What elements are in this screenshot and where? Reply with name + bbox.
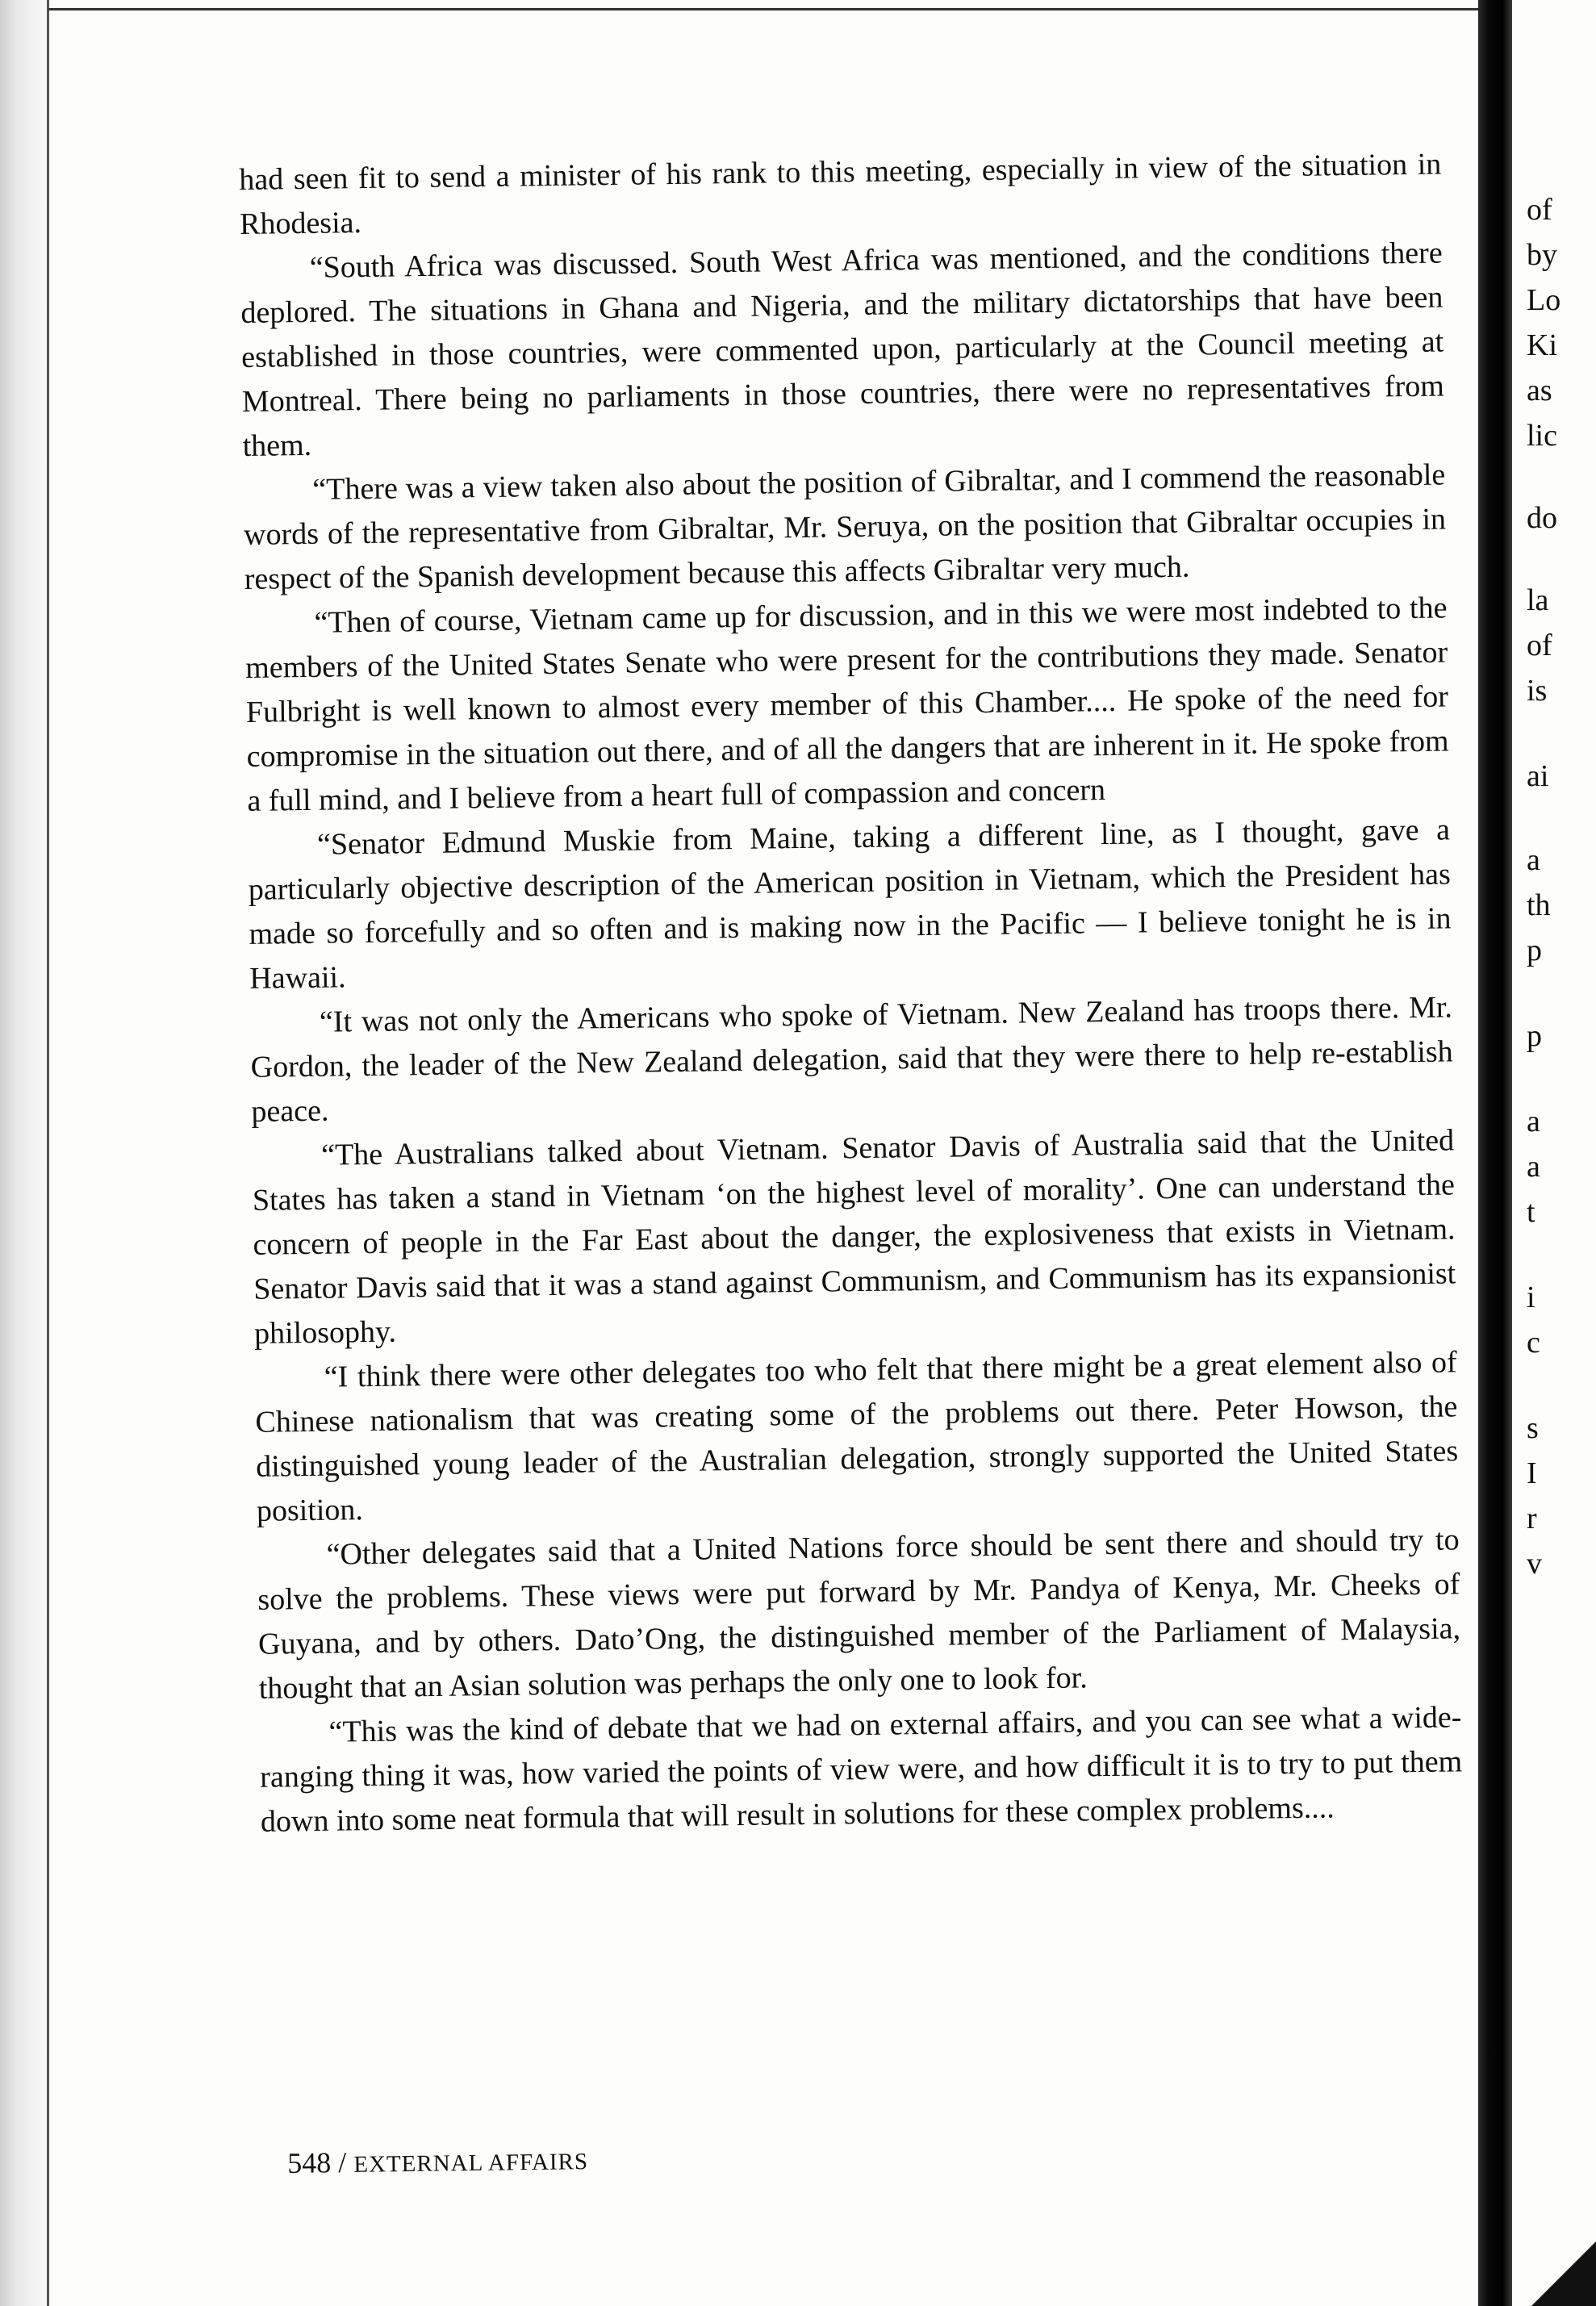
page-footer <box>287 2142 588 2180</box>
facing-page-fragment: Ki <box>1527 328 1557 362</box>
facing-page-fragment: of <box>1527 193 1552 227</box>
facing-page-fragment: as <box>1527 374 1552 407</box>
paragraph: “Senator Edmund Muskie from Maine, taking a different line, as I thought, gave a particularly objective description of the American position in Vietnam, which the President has made so forcefully and so often and is making now in the Pacific — I believe tonight he is in Hawaii. <box>248 813 1452 996</box>
paragraph: “I think there were other delegates too who felt that there might be a great element also of Chinese nationalism that was creating some of the problems out there. Peter Howson, the distinguished young leader of the Australian delegation, strongly supported the United States position. <box>255 1345 1459 1528</box>
facing-page-fragment: v <box>1527 1547 1542 1581</box>
facing-page-fragment: lic <box>1527 419 1557 453</box>
page-corner-shadow <box>1531 2241 1596 2306</box>
facing-page-fragment: Lo <box>1527 283 1561 317</box>
paragraph: “This was the kind of debate that we had on external affairs, and you can see what a wide-ranging thing it was, how varied the points of view were, and how difficult it is to try to put them down into some neat formula that will result in solutions for these complex problems.... <box>259 1700 1463 1839</box>
book-gutter <box>1478 0 1512 2306</box>
facing-page-fragment: is <box>1527 674 1548 708</box>
paragraph: “The Australians talked about Vietnam. Senator Davis of Australia said that the United States has taken a stand in Vietnam ‘on the highest level of morality’. One can understand the concern of people in the Far East about the danger, the explosiveness that exists in Vietnam. Senator Davis said that it was a stand against Communism, and Communism has its expansionist philosophy. <box>252 1123 1456 1351</box>
facing-page-fragment: a <box>1527 843 1540 877</box>
facing-page-edge <box>1522 0 1596 2306</box>
left-binding-edge <box>0 0 56 2306</box>
facing-page-fragment: th <box>1527 888 1551 922</box>
paragraph: “South Africa was discussed. South West Africa was mentioned, and the conditions there deplored. The situations in Ghana and Nigeria, and the military dictatorships that have been established in those countries, were commented upon, particularly at the Council meeting at Montreal. There being no parliaments in those countries, there were no representatives from them. <box>240 236 1445 463</box>
facing-page-fragment: s <box>1527 1411 1539 1445</box>
top-edge-rule <box>48 8 1485 10</box>
facing-page-fragment: I <box>1527 1456 1537 1490</box>
facing-page-fragment: la <box>1527 583 1549 617</box>
paragraph: “There was a view taken also about the position of Gibraltar, and I commend the reasonable words of the representative from Gibraltar, Mr. Seruya, on the position that Gibraltar occupies in respect of the Spanish development because this affects Gibraltar very much. <box>243 457 1447 596</box>
facing-page-fragment: ai <box>1527 759 1549 793</box>
facing-page-fragment: by <box>1527 238 1557 272</box>
paragraph: “Then of course, Vietnam came up for discussion, and in this we were most indebted to the members of the United States Senate who were present for the contributions they made. Senator Fulbright is well known to almost every member of this Chamber.... He spoke of the need for compromise in the situation out there, and of all the dangers that are inherent in it. He spoke from a full mind, and I believe from a heart full of compassion and concern <box>244 591 1449 818</box>
paragraph: “Other delegates said that a United Nations force should be sent there and should try to solve the problems. These views were put forward by Mr. Pandya of Kenya, Mr. Cheeks of Guyana, and by others. Dato’Ong, the distinguished member of the Parliament of Malaysia, thought that an Asian solution was perhaps the only one to look for. <box>257 1523 1461 1706</box>
facing-page-fragment: a <box>1527 1105 1540 1138</box>
body-text <box>239 142 1463 1844</box>
facing-page-fragment: t <box>1527 1195 1535 1229</box>
facing-page-fragment: p <box>1527 934 1542 967</box>
facing-page-fragment: of <box>1527 629 1552 662</box>
section-title: EXTERNAL AFFAIRS <box>353 2149 589 2178</box>
facing-page-fragment: a <box>1527 1150 1540 1184</box>
facing-page-fragment: c <box>1527 1326 1540 1360</box>
facing-page-fragment: p <box>1527 1019 1542 1053</box>
page-number: 548 / <box>287 2146 347 2179</box>
paragraph: “It was not only the Americans who spoke of Vietnam. New Zealand has troops there. Mr. Gordon, the leader of the New Zealand delegation, said that they were there to help re-establish peace. <box>250 990 1453 1129</box>
paragraph: had seen fit to send a minister of his rank to this meeting, especially in view of the situation in Rhodesia. <box>239 147 1442 241</box>
facing-page-fragment: do <box>1527 501 1557 535</box>
facing-page-fragment: i <box>1527 1280 1535 1314</box>
facing-page-fragment: r <box>1527 1502 1537 1535</box>
